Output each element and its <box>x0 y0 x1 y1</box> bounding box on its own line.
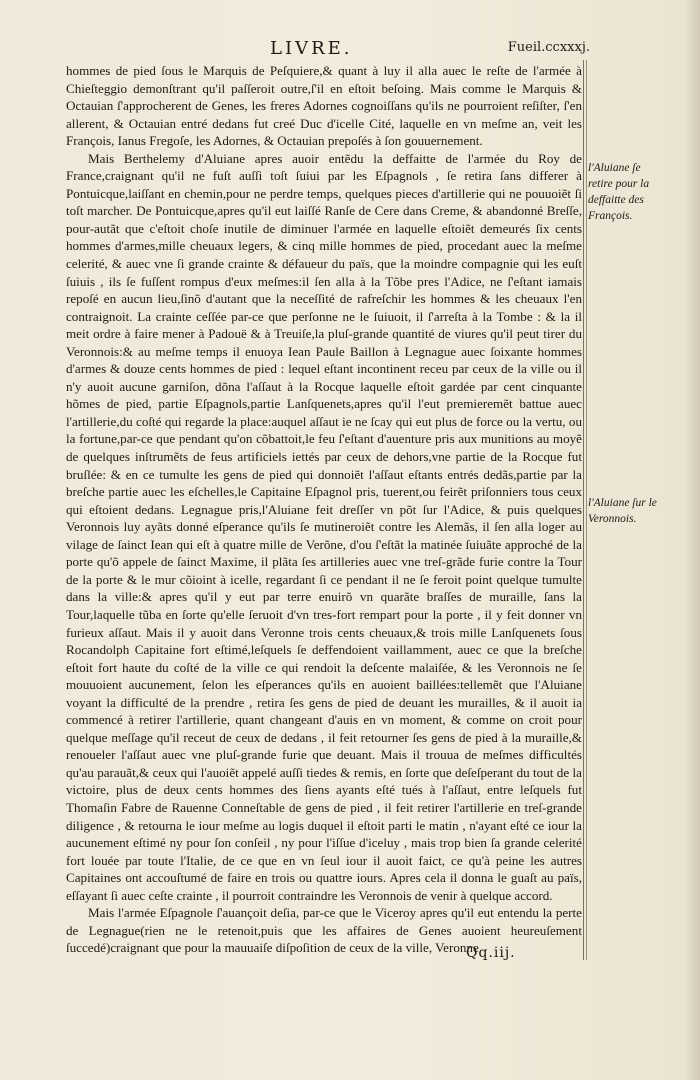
body-text <box>66 62 582 957</box>
page-edge-shadow <box>684 0 700 1080</box>
paragraph: hommes de pied ſous le Marquis de Peſquiere,& quant à luy il alla auec le reſte de l'armée à Chieſteggio demonſtrant qu'il paſſeroit outre,ſ'il en eſtoit beſoing. Mais comme le Marquis & Octauian ſ'approcherent de Genes, les freres Adornes cognoiſſans qu'ils ne pourroient reſiſter, ſ'en allerent, & Octauian entré dedans fut creé Duc d'icelle Cité, laquelle en vn meſme an, veit les François, Ianus Fregoſe, les Adornes, & Octauian prepoſés à ſon gouuernement. <box>66 63 582 149</box>
folio-number: Fueil.ccxxxj. <box>507 40 590 55</box>
running-title: LIVRE. <box>270 38 353 59</box>
margin-note: l'Aluiane ſur le Veronnois. <box>588 497 657 525</box>
paragraph: Mais l'armée Eſpagnole ſ'auançoit deſia, par-ce que le Viceroy apres qu'il eut entendu la perte de Legnague(rien ne le retenoit,puis que les affaires de Genes auoient heureuſement ſuccedé)craignant que pour la mauuaiſe diſpoſition de ceux de la ville, Veronne <box>66 905 582 956</box>
margin-rule <box>583 60 584 960</box>
margin-note: l'Aluiane ſe retire pour la deffaitte des François. <box>588 162 650 222</box>
page-header <box>60 38 590 60</box>
margin-rule-inner <box>586 60 587 960</box>
signature-mark: Qq.iij. <box>466 945 516 961</box>
paragraph: Mais Berthelemy d'Aluiane apres auoir entẽdu la deffaitte de l'armée du Roy de France,craignant qu'il ne fuſt auſſi toſt ſuiui par les Eſpagnols , ſe retira ſans differer à Pontuicque,laiſſant en chemin,pour ne perdre temps, quelques pieces d'artillerie qui ne pouuoiẽt ſi toſt marcher. De Pontuicque,apres qu'il eut laiſſé Ranſe de Cere dans Creme, & abandonné Breſſe, pour-autãt que c'eſtoit choſe inutile de diminuer l'armée en laquelle eſtoiẽt demeurés ſix cents hommes d'armes,mille cheuaux legers, & cinq mille hommes de pied, procedant auec la meſme celerité, & auec vne ſi grande crainte & défaueur du païs, que la moindre compagnie qui les euſt ſuiuis , ils ſe fuſſent rompus d'eux meſmes:il ſen alla à la Tõbe pres l'Adice, ne ſ'eſtant iamais repoſé en aucun lieu,ſinõ d'autant que la neceſſité de rafreſchir les hommes & les cheuaux l'en contraignoit. La crainte ceſſée par-ce que perſonne ne le ſuiuoit, il ſ'arreſta à la Tombe : & la il meit ordre à faire mener à Padouë & à Treuiſe,la pluſ-grande quantité de viures qu'il peut tirer du Veronnois:& au meſme temps il enuoya Iean Paule Baillon à Legnague auec ſoixante hommes d'armes & douze cents hommes de pied : lequel eſtant incontinent receu par ceux de la ville ou il n'y auoit aucune garniſon, dõna l'aſſaut à la Rocque laquelle eſtoit gardée par cent cinquante hõmes de pied, partie Eſpagnols,partie Lanſquenets,apres qu'il l'eut premieremẽt battue auec l'artillerie,du coſté qui regarde la place:auquel aſſaut ie ne ſcay qui eut plus de force ou la vertu, ou la fortune,par-ce que pendant qu'on cõbattoit,le feu ſ'eſtant d'auenture pris aux munitions au moyẽ de quelques inſtrumẽts de feus artificiels iettés par ceux de dehors,vne partie de la Rocque fut bruſlée: & en ce tumulte les gens de pied qui donnoiẽt l'aſſaut eſtants entrés dedãs,partie par la breſche partie auec les eſchelles,le Capitaine Eſpagnol pris, tuerent,ou feirẽt priſonniers tous ceux qui eſtoient dedans. Legnague pris,l'Aluiane feit dreſſer vn põt ſur l'Adice, & puis quelques Veronnois luy ayãts donné eſperance qu'ils ſe mutineroiẽt contre les Alemãs, il ſen alla loger au vilage de ſainct Iean qui eſt à quatre mille de Verõne, d'ou ſ'eſtãt la matinée ſuiuãte approché de la porte qu'õ appele de ſainct Maxime, il plãta ſes artilleries auec vne treſ-grãde furie contre la Tour de la porte & le mur cõioint à icelle, regardant ſi ce pendant il ne ſe feroit point quelque tumulte dans la ville:& apres qu'il y eut par terre enuirõ vn quarãte braſſes de muraille, ſans la Tour,laquelle tũba en ſorte qu'elle ſeruoit d'vn tres-fort rempart pour la porte , il y feit donner vn furieux aſſaut. Mais il y auoit dans Veronne trois cents cheuaux,& trois mille Lanſquenets ſous Rocandolph Capitaine fort eſtimé,leſquels ſe deffendoient vaillamment, auec ce que la breſche eſtoit fort haute du coſté de la ville ce qui rendoit la deſcente malaiſée, & les Veronnois ne ſe mouuoient aucunement, ſelon les eſperances qu'ils en auoient baillées:tellemẽt que l'Aluiane voyant la difficulté de la prendre , retira ſes gens de pied de deuant les murailles, & il auoit ia commencé à retirer l'artillerie, quant changeant d'auis en vn moment, & comme on croit pour quelque meſſage qu'il receut de ceux de dedans , il feit retourner ſes gens de pied à la muraille,& renoueler l'aſſaut auec vne pluſ-grande furie que deuant. Mais il trouua de meſmes difficultés qu'au parauãt,& ceux qui l'auoiẽt appelé auſſi tiedes & remis, en ſorte que deſeſperant du tout de la victoire, plus de deux cents hommes des ſiens ayants eſté tués à l'aſſaut, entre leſquels fut Thomaſin Fabre de Rauenne Conneſtable de gens de pied , il feit retirer l'artillerie en treſ-grande diligence , & retourna le iour meſme au logis duquel il eſtoit parti le matin , n'ayant eſté ce iour la aucunement eſtimé ny pour ſon conſeil , ny pour l'iſſue d'iceluy , mais trop bien ſa grande celerité fort louée par toute l'Italie, de ce que en vn ſeul iour il auoit faict, ce qu'à peine les autres Capitaines ont accouſtumé de faire en trois ou quattre iours. Apres cela il donna le guaſt au païs, eſſayant ſi auec ceſte crainte , il pourroit contraindre les Veronnois de venir à quelque accord. <box>66 150 582 903</box>
